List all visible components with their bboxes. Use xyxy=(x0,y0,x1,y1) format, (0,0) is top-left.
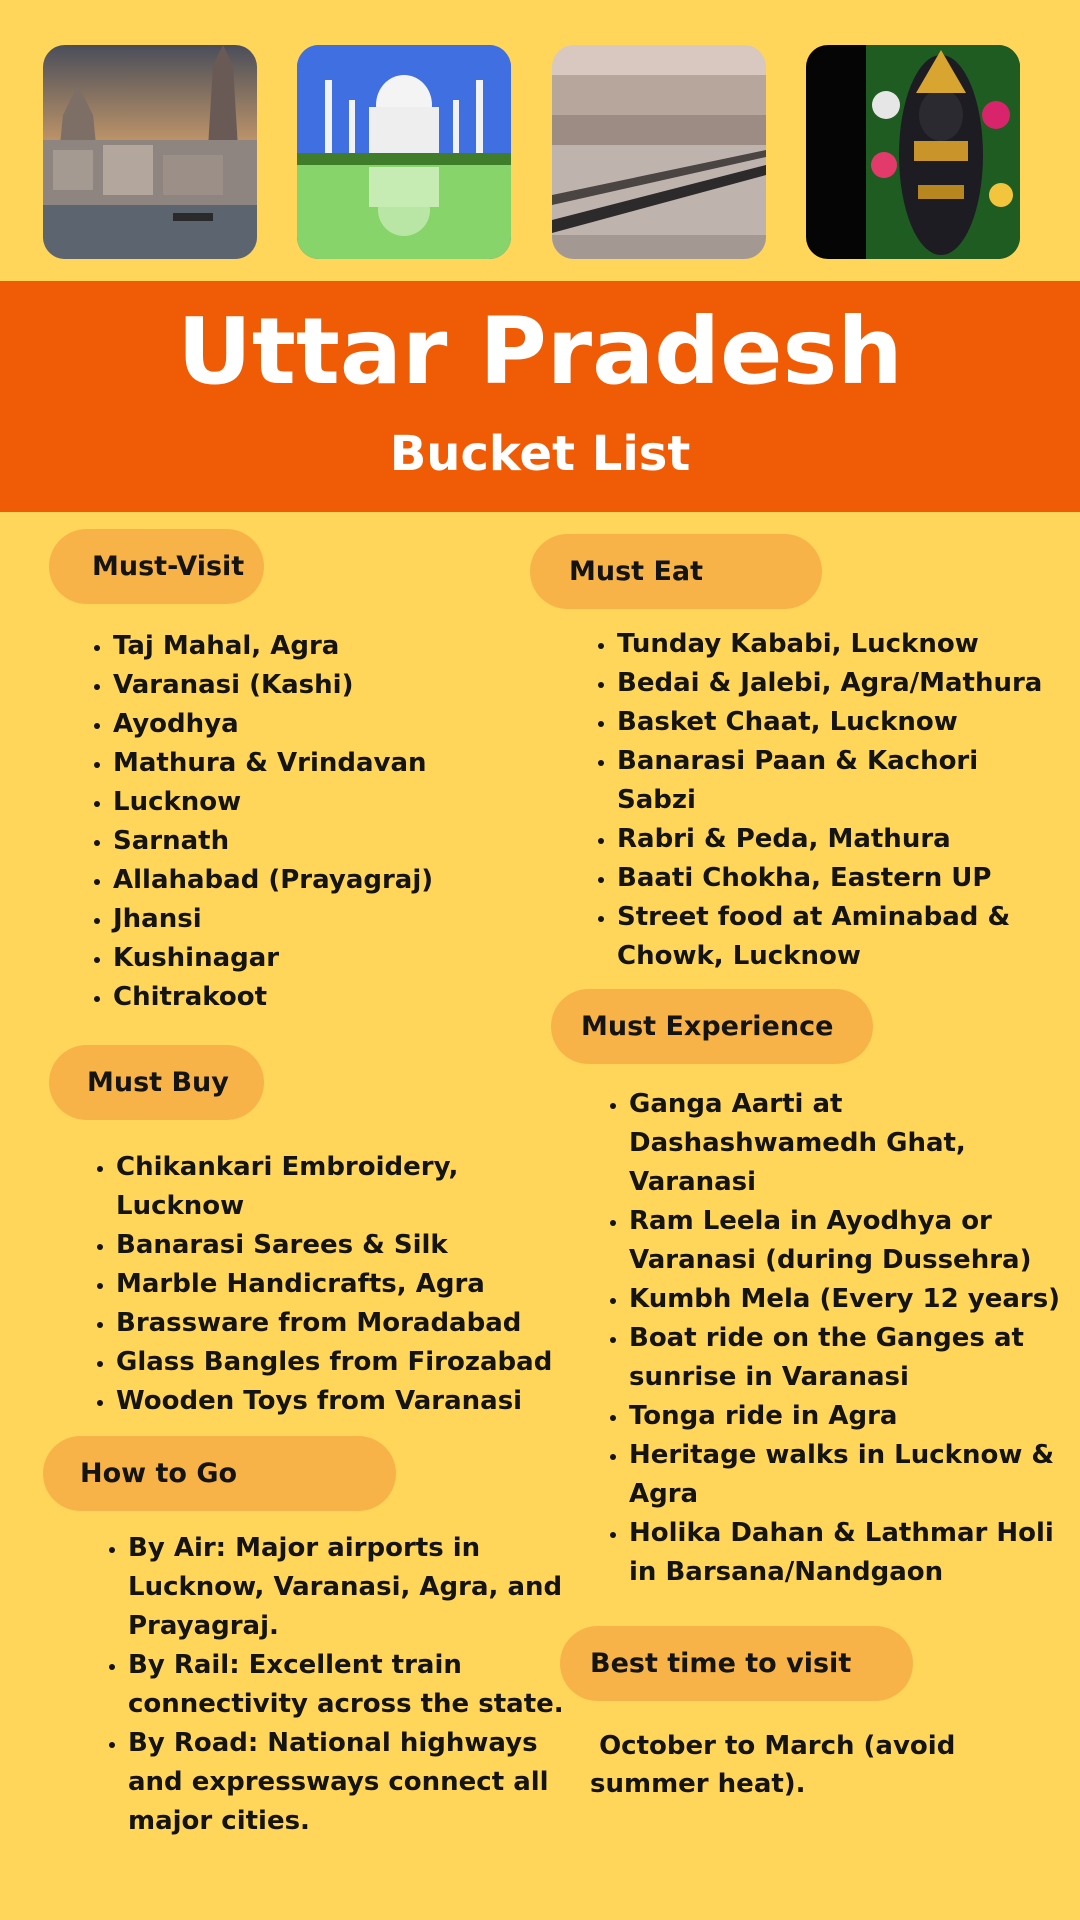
must-buy-label: Must Buy xyxy=(87,1067,229,1098)
page-title: Uttar Pradesh xyxy=(177,298,903,405)
must-buy-heading xyxy=(49,1045,264,1120)
list-item: • Ram Leela in Ayodhya or Varanasi (during Dussehra) xyxy=(629,1202,1069,1280)
must-buy-list xyxy=(86,1148,566,1421)
list-item: • Rabri & Peda, Mathura xyxy=(617,820,1057,859)
must-experience-label: Must Experience xyxy=(581,1011,834,1042)
list-item: • Marble Handicrafts, Agra xyxy=(116,1265,566,1304)
list-item: • Chitrakoot xyxy=(113,978,533,1017)
how-to-go-heading xyxy=(43,1436,396,1511)
list-item: • Lucknow xyxy=(113,783,533,822)
list-item: • Street food at Aminabad & Chowk, Lucknow xyxy=(617,898,1057,976)
how-to-go-label: How to Go xyxy=(80,1458,238,1489)
list-item: • Basket Chaat, Lucknow xyxy=(617,703,1057,742)
list-item: • Mathura & Vrindavan xyxy=(113,744,533,783)
list-item: • Tonga ride in Agra xyxy=(629,1397,1069,1436)
page-subtitle: Bucket List xyxy=(389,426,691,482)
best-time-heading xyxy=(560,1626,913,1701)
list-item: • Kushinagar xyxy=(113,939,533,978)
list-item: • Varanasi (Kashi) xyxy=(113,666,533,705)
must-eat-label: Must Eat xyxy=(569,556,704,587)
list-item: • By Rail: Excellent train connectivity across the state. xyxy=(128,1646,568,1724)
list-item: • Kumbh Mela (Every 12 years) xyxy=(629,1280,1069,1319)
taj-mahal-photo xyxy=(297,45,511,259)
list-item: • Brassware from Moradabad xyxy=(116,1304,566,1343)
list-item: • Boat ride on the Ganges at sunrise in Varanasi xyxy=(629,1319,1069,1397)
list-item: • By Road: National highways and expressways connect all major cities. xyxy=(128,1724,568,1841)
list-item: • Allahabad (Prayagraj) xyxy=(113,861,533,900)
list-item: • Chikankari Embroidery, Lucknow xyxy=(116,1148,566,1226)
title-banner xyxy=(0,281,1080,512)
best-time-label: Best time to visit xyxy=(590,1648,852,1679)
must-eat-heading xyxy=(530,534,822,609)
ghats-photo xyxy=(43,45,257,259)
list-item: • Baati Chokha, Eastern UP xyxy=(617,859,1057,898)
kumbh-bridge-photo xyxy=(552,45,766,259)
list-item: • Tunday Kababi, Lucknow xyxy=(617,625,1057,664)
must-experience-list xyxy=(599,1085,1069,1592)
list-item: • By Air: Major airports in Lucknow, Varanasi, Agra, and Prayagraj. xyxy=(128,1529,568,1646)
list-item: • Banarasi Sarees & Silk xyxy=(116,1226,566,1265)
list-item: • Holika Dahan & Lathmar Holi in Barsana/Nandgaon xyxy=(629,1514,1069,1592)
must-experience-heading xyxy=(551,989,873,1064)
how-to-go-list xyxy=(98,1529,568,1841)
must-visit-label: Must-Visit xyxy=(92,551,245,582)
list-item: • Taj Mahal, Agra xyxy=(113,627,533,666)
list-item: • Glass Bangles from Firozabad xyxy=(116,1343,566,1382)
list-item: • Banarasi Paan & Kachori Sabzi xyxy=(617,742,1057,820)
list-item: • Ganga Aarti at Dashashwamedh Ghat, Varanasi xyxy=(629,1085,1069,1202)
must-eat-list xyxy=(587,625,1057,976)
ram-idol-photo xyxy=(806,45,1020,259)
list-item: • Jhansi xyxy=(113,900,533,939)
best-time-text: October to March (avoid summer heat). xyxy=(590,1731,965,1799)
list-item: • Wooden Toys from Varanasi xyxy=(116,1382,566,1421)
list-item: • Ayodhya xyxy=(113,705,533,744)
list-item: • Sarnath xyxy=(113,822,533,861)
must-visit-list xyxy=(83,627,533,1017)
list-item: • Bedai & Jalebi, Agra/Mathura xyxy=(617,664,1057,703)
must-visit-heading xyxy=(49,529,264,604)
list-item: • Heritage walks in Lucknow & Agra xyxy=(629,1436,1069,1514)
